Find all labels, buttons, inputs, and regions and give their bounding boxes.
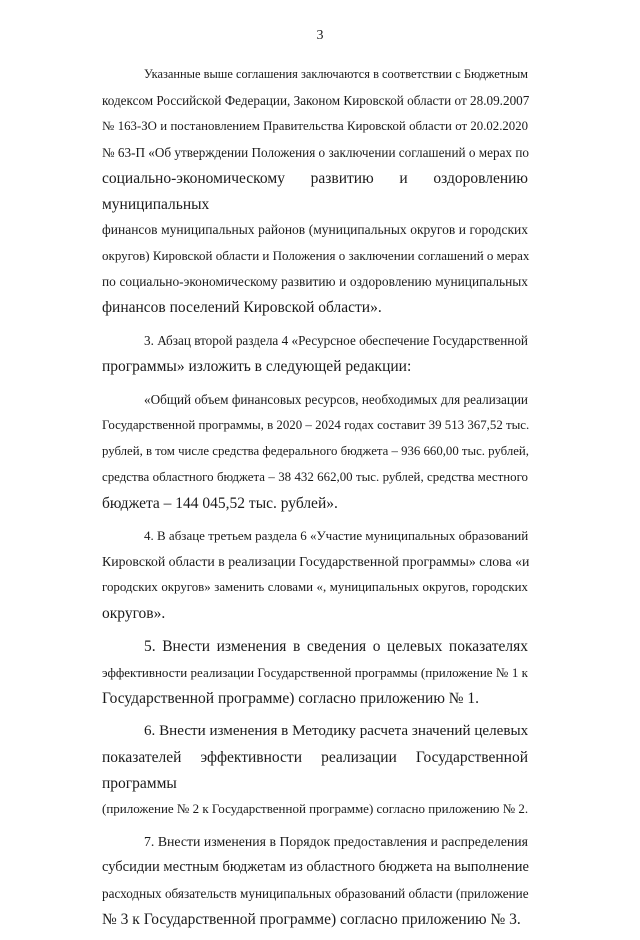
text-line: эффективности реализации Государственной программы (приложение № 1 к (102, 664, 528, 680)
text-line: Государственной программе) согласно приложению № 1. (102, 689, 480, 707)
text-line: «Общий объем финансовых ресурсов, необходимых для реализации (144, 391, 528, 407)
text-line: финансов муниципальных районов (муниципальных округов и городских (102, 222, 528, 238)
text-line: (приложение № 2 к Государственной программе) согласно приложению № 2. (102, 801, 529, 817)
text-line: средства областного бюджета – 38 432 662,00 тыс. рублей, средства местного (102, 469, 528, 484)
text-line: округов». (102, 605, 166, 623)
text-line: городских округов» заменить словами «, муниципальных округов, городских (102, 580, 528, 595)
text-line: кодексом Российской Федерации, Законом Кировской области от 28.09.2007 (102, 92, 530, 108)
text-line: Кировской области в реализации Государственной программы» слова «и (102, 554, 530, 570)
text-line: Указанные выше соглашения заключаются в соответствии с Бюджетным (144, 67, 528, 81)
text-line: 4. В абзаце третьем раздела 6 «Участие муниципальных образований (144, 528, 529, 544)
paragraph-quote-resources (102, 387, 528, 517)
page-number: 3 (316, 28, 324, 43)
text-line: финансов поселений Кировской области». (102, 299, 382, 317)
paragraph-item-7 (102, 829, 528, 933)
paragraph-item-6 (102, 719, 528, 823)
paragraph-agreements (102, 62, 528, 321)
text-line: субсидии местным бюджетам из областного бюджета на выполнение (102, 859, 529, 876)
text-line: Государственной программы, в 2020 – 2024 годах составит 39 513 367,52 тыс. (102, 417, 530, 432)
text-line: округов) Кировской области и Положения о заключении соглашений о мерах (102, 248, 530, 264)
text-line: № 63-П «Об утверждении Положения о заключении соглашений о мерах по (102, 144, 529, 160)
text-line: бюджета – 144 045,52 тыс. рублей». (102, 494, 338, 512)
text-line: 3. Абзац второй раздела 4 «Ресурсное обеспечение Государственной (144, 333, 528, 349)
text-line: программы» изложить в следующей редакции: (102, 357, 412, 375)
document-body (102, 62, 528, 940)
text-line: расходных обязательств муниципальных образований области (приложение (102, 886, 529, 902)
text-line: № 3 к Государственной программе) согласно приложению № 3. (102, 911, 521, 929)
text-line: 7. Внести изменения в Порядок предоставления и распределения (144, 834, 528, 850)
text-line: 6. Внести изменения в Методику расчета значений целевых (144, 722, 529, 739)
text-line: 5. Внести изменения в сведения о целевых показателях (144, 638, 528, 656)
paragraph-item-5 (102, 634, 528, 712)
text-line: социально-экономическому развитию и оздоровлению муниципальных (102, 169, 528, 213)
paragraph-item-3 (102, 328, 528, 380)
text-line: рублей, в том числе средства федерального бюджета – 936 660,00 тыс. рублей, (102, 443, 529, 458)
text-line: по социально-экономическому развитию и оздоровлению муниципальных (102, 274, 528, 290)
text-line: показателей эффективности реализации Государственной программы (102, 748, 528, 792)
paragraph-item-4 (102, 523, 528, 627)
text-line: № 163-ЗО и постановлением Правительства Кировской области от 20.02.2020 (102, 118, 528, 133)
